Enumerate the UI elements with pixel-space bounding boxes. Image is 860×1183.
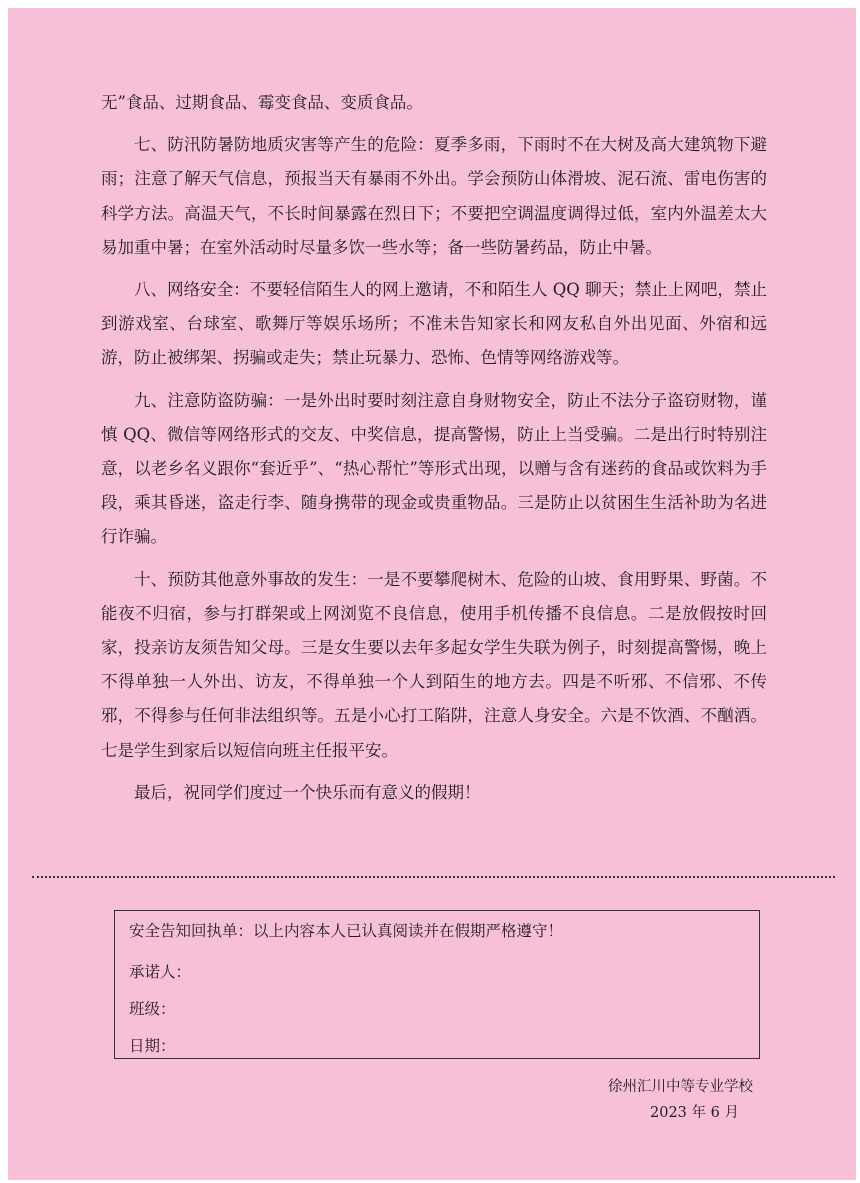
class-label: 班级：	[129, 1000, 176, 1018]
paragraph-accident-prevention: 十、预防其他意外事故的发生：一是不要攀爬树木、危险的山坡、食用野果、野菌。不能夜不归宿，参与打群架或上网浏览不良信息，使用手机传播不良信息。二是放假按时回家，投亲访友须告知父母。三是女生要以去年多起女学生失联为例子，时刻提高警惕，晚上不得单独一人外出、访友，不得单独一个人到陌生的地方去。四是不听邪、不信邪、不传邪，不得参与任何非法组织等。五是小心打工陷阱，注意人身安全。六是不饮酒、不酗酒。七是学生到家后以短信向班主任报平安。	[101, 569, 767, 760]
issue-date: 2023 年 6 月	[650, 1105, 739, 1121]
notice-body	[101, 86, 767, 818]
date-label: 日期：	[129, 1037, 176, 1055]
paragraph-disaster-safety: 七、防汛防暑防地质灾害等产生的危险：夏季多雨，下雨时不在大树及高大建筑物下避雨；注意了解天气信息，预报当天有暴雨不外出。学会预防山体滑坡、泥石流、雷电伤害的科学方法。高温天气，不长时间暴露在烈日下；不要把空调温度调得过低，室内外温差太大易加重中暑；在室外活动时尽量多饮一些水等；备一些防暑药品，防止中暑。	[101, 135, 767, 257]
receipt-box	[114, 910, 760, 1059]
paragraph-anti-fraud: 九、注意防盗防骗：一是外出时要时刻注意自身财物安全，防止不法分子盗窃财物，谨慎 QQ、微信等网络形式的交友、中奖信息，提高警惕，防止上当受骗。二是出行时特别注意，以老乡名义跟你“套近乎”、“热心帮忙”等形式出现，以赠与含有迷药的食品或饮料为手段，乘其昏迷，盗走行李、随身携带的现金或贵重物品。三是防止以贫困生生活补助为名进行诈骗。	[101, 390, 767, 547]
cut-line-divider	[32, 876, 835, 878]
promiser-label: 承诺人：	[129, 963, 192, 981]
school-name: 徐州汇川中等专业学校	[608, 1079, 753, 1095]
paragraph-closing: 最后，祝同学们度过一个快乐而有意义的假期！	[134, 782, 481, 802]
receipt-title: 安全告知回执单：以上内容本人已认真阅读并在假期严格遵守！	[129, 922, 564, 940]
paragraph-food-tail: 无”食品、过期食品、霉变食品、变质食品。	[101, 93, 423, 112]
paragraph-network-safety: 八、网络安全：不要轻信陌生人的网上邀请，不和陌生人 QQ 聊天；禁止上网吧，禁止到游戏室、台球室、歌舞厅等娱乐场所；不准未告知家长和网友私自外出见面、外宿和远游，防止被绑架、拐骗或走失；禁止玩暴力、恐怖、色情等网络游戏等。	[101, 280, 767, 368]
